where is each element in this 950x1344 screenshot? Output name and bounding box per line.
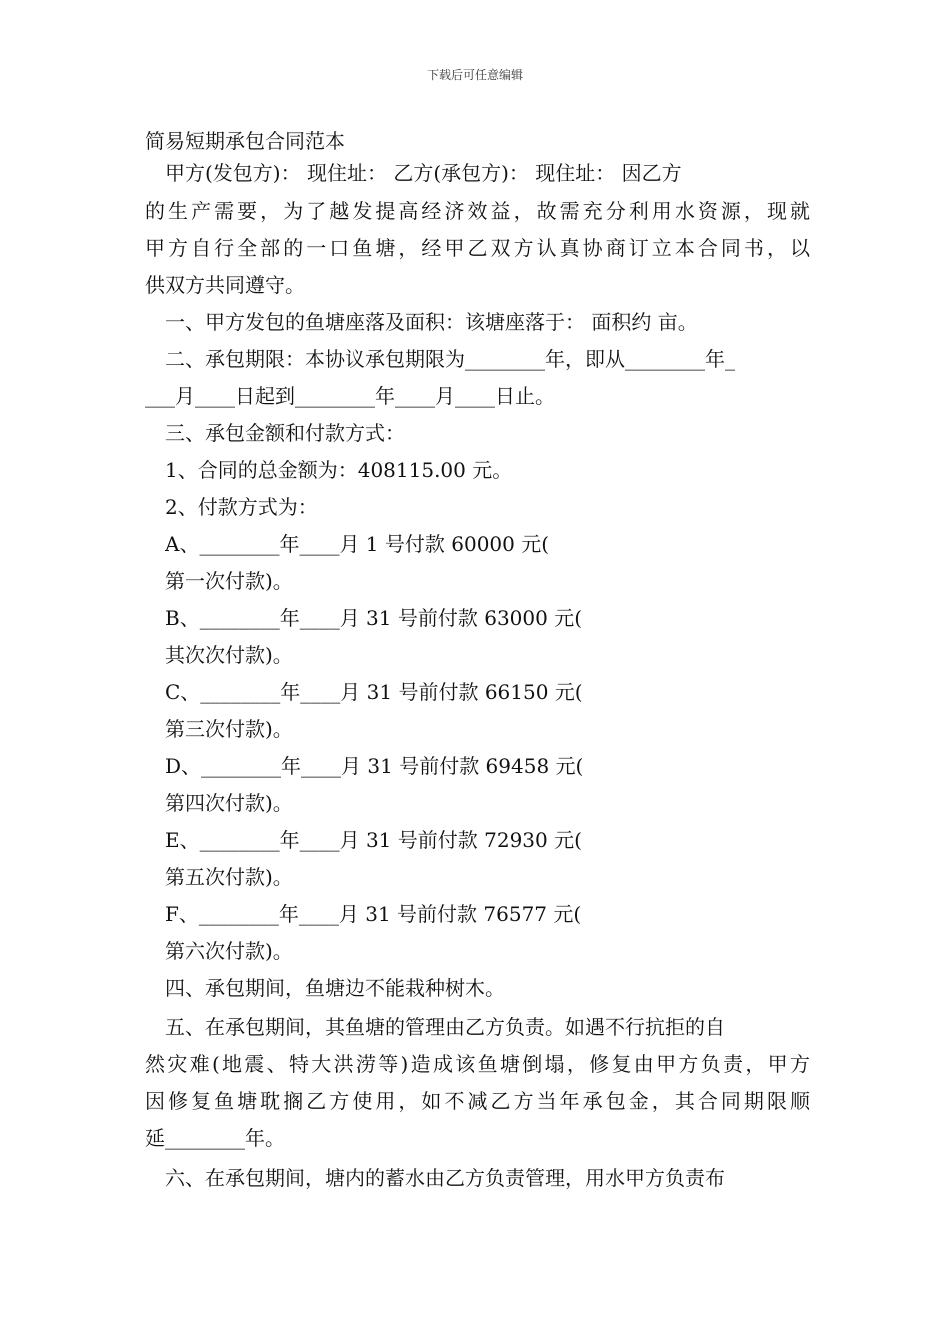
payment-a: A、________年____月 1 号付款 60000 元( xyxy=(165,532,550,556)
payment-e: E、________年____月 31 号前付款 72930 元( xyxy=(165,828,582,852)
clause-1: 一、甲方发包的鱼塘座落及面积：该塘座落于： 面积约 亩。 xyxy=(165,310,698,334)
payment-b-cont: 其次次付款)。 xyxy=(165,643,293,667)
payment-c: C、________年____月 31 号前付款 66150 元( xyxy=(165,680,583,704)
clause-3-item-2: 2、付款方式为： xyxy=(165,495,318,519)
clause-5-line-2: 然灾难(地震、特大洪涝等)造成该鱼塘倒塌，修复由甲方负责，甲方 xyxy=(145,1052,810,1076)
payment-d-cont: 第四次付款)。 xyxy=(165,791,293,815)
clause-3-item-1: 1、合同的总金额为：408115.00 元。 xyxy=(165,458,513,482)
clause-2: 二、承包期限：本协议承包期限为________年，即从________年_ xyxy=(165,347,735,371)
clause-6-line-1: 六、在承包期间，塘内的蓄水由乙方负责管理，用水甲方负责布 xyxy=(165,1166,725,1190)
clause-5-line-1: 五、在承包期间，其鱼塘的管理由乙方负责。如遇不行抗拒的自 xyxy=(165,1015,725,1039)
payment-c-cont: 第三次付款)。 xyxy=(165,717,293,741)
payment-f: F、________年____月 31 号前付款 76577 元( xyxy=(165,902,582,926)
clause-5-line-4: 延________年。 xyxy=(145,1126,285,1150)
payment-e-cont: 第五次付款)。 xyxy=(165,865,293,889)
document-title: 简易短期承包合同范本 xyxy=(145,129,345,153)
clause-5-line-3: 因修复鱼塘耽搁乙方使用，如不减乙方当年承包金，其合同期限顺 xyxy=(145,1089,810,1113)
paragraph-line-3: 甲方自行全部的一口鱼塘，经甲乙双方认真协商订立本合同书，以 xyxy=(145,236,810,260)
page-header: 下载后可任意编辑 xyxy=(426,68,523,82)
payment-a-cont: 第一次付款)。 xyxy=(165,569,293,593)
paragraph-line-4: 供双方共同遵守。 xyxy=(145,273,305,297)
clause-4: 四、承包期间，鱼塘边不能栽种树木。 xyxy=(165,976,505,1000)
clause-3: 三、承包金额和付款方式： xyxy=(165,421,405,445)
payment-f-cont: 第六次付款)。 xyxy=(165,939,293,963)
payment-b: B、________年____月 31 号前付款 63000 元( xyxy=(165,606,583,630)
clause-2-cont: ___月____日起到________年____月____日止。 xyxy=(145,384,555,408)
paragraph-line-2: 的生产需要，为了越发提高经济效益，故需充分利用水资源，现就 xyxy=(145,199,810,223)
payment-d: D、________年____月 31 号前付款 69458 元( xyxy=(165,754,584,778)
paragraph-line-1: 甲方(发包方)： 现住址： 乙方(承包方)： 现住址： 因乙方 xyxy=(165,161,682,185)
